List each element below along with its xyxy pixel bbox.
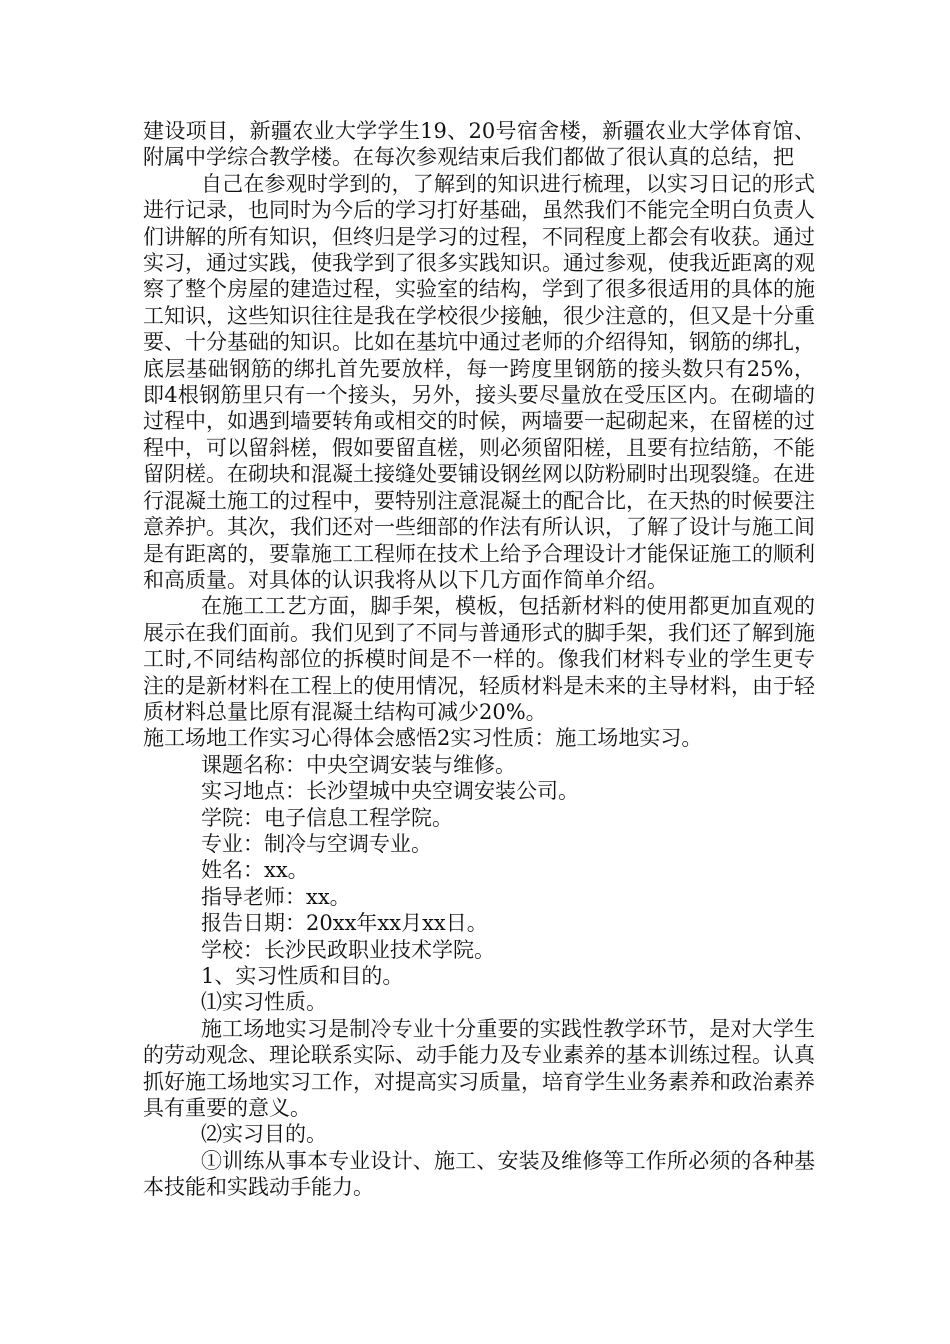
paragraph: ⑵实习目的。: [201, 1122, 327, 1147]
paragraph: 1、实习性质和目的。: [201, 964, 404, 988]
paragraph: 施工场地工作实习心得体会感悟2实习性质：施工场地实习。: [143, 726, 703, 751]
paragraph: 姓名：xx。: [201, 858, 309, 883]
paragraph: 自己在参观时学到的，了解到的知识进行梳理，以实习日记的形式进行记录，也同时为今后的学习打好基础，虽然我们不能完全明白负责人们讲解的所有知识，但终归是学习的过程，不同程度上都会有收获。通过实习，通过实践，使我学到了很多实践知识。通过参观，使我近距离的观察了整个房屋的建造过程，实验室的结构，学到了很多很适用的具体的施工知识，这些知识往往是我在学校很少接触，很少注意的，但又是十分重要、十分基础的知识。比如在基坑中通过老师的介绍得知，钢筋的绑扎，底层基础钢筋的绑扎首先要放样，每一跨度里钢筋的接头数只有25%，即4根钢筋里只有一个接头，另外，接头要尽量放在受压区内。在砌墙的过程中，如遇到墙要转角或相交的时候，两墙要一起砌起来，在留槎的过程中，可以留斜槎，假如要留直槎，则必须留阳槎，且要有拉结筋，不能留阴槎。在砌块和混凝土接缝处要铺设钢丝网以防粉刷时出现裂缝。在进行混凝土施工的过程中，要特别注意混凝土的配合比，在天热的时候要注意养护。其次，我们还对一些细部的作法有所认识，了解了设计与施工间是有距离的，要靠施工工程师在技术上给予合理设计才能保证施工的顺利和高质量。对具体的认识我将从以下几方面作简单介绍。: [143, 171, 815, 592]
paragraph: ①训练从事本专业设计、施工、安装及维修等工作所必须的各种基本技能和实践动手能力。: [143, 1148, 815, 1200]
paragraph: 报告日期：20xx年xx月xx日。: [201, 911, 488, 936]
paragraph: 学院：电子信息工程学院。: [201, 805, 453, 830]
paragraph: 在施工工艺方面，脚手架，模板，包括新材料的使用都更加直观的展示在我们面前。我们见到了不同与普通形式的脚手架，我们还了解到施工时,不同结构部位的拆模时间是不一样的。像我们材料专业的学生更专注的是新材料在工程上的使用情况，轻质材料是未来的主导材料，由于轻质材料总量比原有混凝土结构可减少20%。: [143, 594, 815, 724]
paragraph: 课题名称：中央空调安装与维修。: [201, 752, 516, 777]
paragraph: 专业：制冷与空调专业。: [201, 831, 432, 856]
paragraph: 建设项目，新疆农业大学学生19、20号宿舍楼，新疆农业大学体育馆、附属中学综合教学楼。在每次参观结束后我们都做了很认真的总结，把: [143, 119, 815, 170]
paragraph: 指导老师：xx。: [201, 884, 351, 909]
document-body: [143, 118, 815, 1201]
paragraph: 学校：长沙民政职业技术学院。: [201, 937, 495, 962]
paragraph: 实习地点：长沙望城中央空调安装公司。: [201, 779, 579, 804]
paragraph: ⑴实习性质。: [201, 990, 327, 1015]
paragraph: 施工场地实习是制冷专业十分重要的实践性教学环节，是对大学生的劳动观念、理论联系实际、动手能力及专业素养的基本训练过程。认真抓好施工场地实习工作，对提高实习质量，培育学生业务素养和政治素养具有重要的意义。: [143, 1016, 815, 1121]
